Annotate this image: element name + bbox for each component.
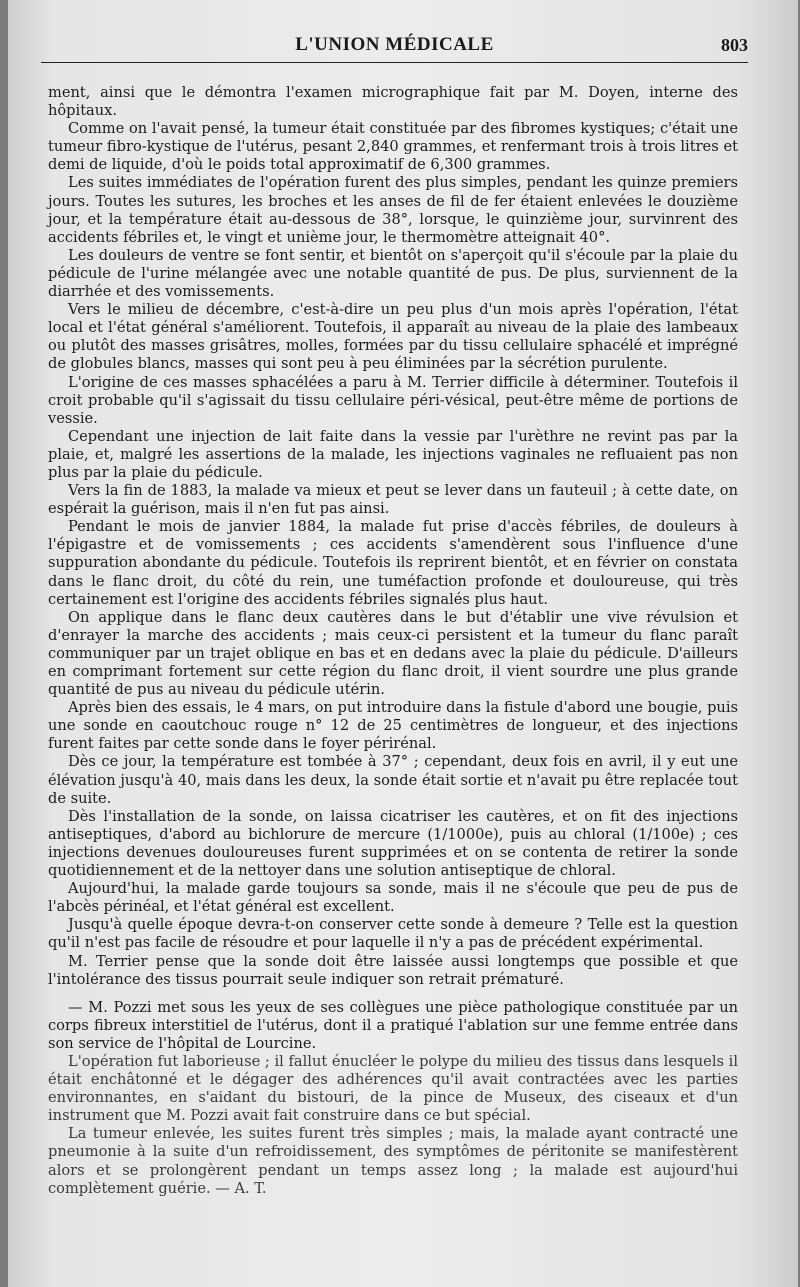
paragraph: Comme on l'avait pensé, la tumeur était constituée par des fibromes kystiques; c'était une tumeur fibro-kystique de l'utérus, pesant 2,840 grammes, et renfermant trois à trois litres et demi de liquide, d'où le poids total approximatif de 6,300 grammes. xyxy=(48,120,738,174)
paragraph: On applique dans le flanc deux cautères dans le but d'établir une vive révulsion et d'enrayer la marche des accidents ; mais ceux-ci persistent et la tumeur du flanc paraît communiquer par un trajet oblique en bas et en dedans avec la plaie du pédicule. D'ailleurs en comprimant fortement sur cette région du flanc droit, il vient sourdre une plus grande quantité de pus au niveau du pédicule utérin. xyxy=(48,608,738,699)
paragraph: L'origine de ces masses sphacélées a paru à M. Terrier difficile à déterminer. Toutefois il croit probable qu'il s'agissait du tissu cellulaire péri-vésical, peut-être même de portions de vessie. xyxy=(48,373,738,427)
paragraph: Pendant le mois de janvier 1884, la malade fut prise d'accès fébriles, de douleurs à l'épigastre et de vomissements ; ces accidents s'amendèrent sous l'influence d'une suppuration abondante du pédicule. Toutefois ils reprirent bientôt, et en février on constata dans le flanc droit, du côté du rein, une tuméfaction profonde et douloureuse, qui très certainement est l'origine des accidents fébriles signalés plus haut. xyxy=(48,518,738,608)
paragraph: Vers le milieu de décembre, c'est-à-dire un peu plus d'un mois après l'opération, l'état local et l'état général s'améliorent. Toutefois, il apparaît au niveau de la plaie des lambeaux ou plutôt des masses grisâtres, molles, formées par du tissu cellulaire sphacélé et imprégné de globules blancs, masses qui sont peu à peu éliminées par la sécrétion purulente. xyxy=(48,301,738,373)
paragraph: M. Terrier pense que la sonde doit être laissée aussi longtemps que possible et que l'intolérance des tissus pourrait seule indiquer son retrait prématuré. xyxy=(48,952,738,988)
paragraph: Jusqu'à quelle époque devra-t-on conserver cette sonde à demeure ? Telle est la question qu'il n'est pas facile de résoudre et pour laquelle il n'y a pas de précédent expérimental. xyxy=(48,916,738,952)
paragraph: Après bien des essais, le 4 mars, on put introduire dans la fistule d'abord une bougie, puis une sonde en caoutchouc rouge n° 12 de 25 centimètres de longueur, et des injections furent faites par cette sonde dans le foyer périrénal. xyxy=(48,699,738,753)
paragraph: Cependant une injection de lait faite dans la vessie par l'urèthre ne revint pas par la plaie, et, malgré les assertions de la malade, les injections vaginales ne refluaient pas non plus par la plaie du pédicule. xyxy=(48,427,738,481)
paragraph: Dès l'installation de la sonde, on laissa cicatriser les cautères, et on fit des injections antiseptiques, d'abord au bichlorure de mercure (1/1000e), puis au chloral (1/100e) ; ces injections devenues douloureuses furent supprimées et on se contenta de retirer la sonde quotidiennement et de la nettoyer dans une solution antiseptique de chloral. xyxy=(48,807,738,880)
article-body xyxy=(48,84,738,1198)
paragraph: L'opération fut laborieuse ; il fallut énucléer le polype du milieu des tissus dans lesquels il était enchâtonné et le dégager des adhérences qu'il avait contractées avec les parties environnantes, en s'aidant du bistouri, de la pince de Museux, des ciseaux et d'un instrument que M. Pozzi avait fait construire dans ce but spécial. xyxy=(48,1052,738,1125)
paragraph: — M. Pozzi met sous les yeux de ses collègues une pièce pathologique constituée par un corps fibreux interstitiel de l'utérus, dont il a pratiqué l'ablation sur une femme entrée dans son service de l'hôpital de Lourcine. xyxy=(48,998,738,1052)
paragraph: Aujourd'hui, la malade garde toujours sa sonde, mais il ne s'écoule que peu de pus de l'abcès périnéal, et l'état général est excellent. xyxy=(48,880,738,916)
paragraph: Vers la fin de 1883, la malade va mieux et peut se lever dans un fauteuil ; à cette date, on espérait la guérison, mais il n'en fut pas ainsi. xyxy=(48,482,738,518)
journal-title: L'UNION MÉDICALE xyxy=(295,34,494,55)
paragraph: La tumeur enlevée, les suites furent très simples ; mais, la malade ayant contracté une pneumonie à la suite d'un refroidissement, des symptômes de péritonite se manifestèrent alors et se prolongèrent pendant un temps assez long ; la malade est aujourd'hui complètement guérie. — A. T. xyxy=(48,1125,738,1197)
paragraph: Dès ce jour, la température est tombée à 37° ; cependant, deux fois en avril, il y eut une élévation jusqu'à 40, mais dans les deux, la sonde était sortie et n'avait pu être replacée tout de suite. xyxy=(48,753,738,807)
paragraph: Les douleurs de ventre se font sentir, et bientôt on s'aperçoit qu'il s'écoule par la plaie du pédicule de l'urine mélangée avec une notable quantité de pus. De plus, surviennent de la diarrhée et des vomissements. xyxy=(48,246,738,301)
paragraph: ment, ainsi que le démontra l'examen micrographique fait par M. Doyen, interne des hôpitaux. xyxy=(48,84,738,120)
paragraph: Les suites immédiates de l'opération furent des plus simples, pendant les quinze premiers jours. Toutes les sutures, les broches et les anses de fil de fer étaient enlevées le douzième jour, et la température était au-dessous de 38°, lorsque, le quinzième jour, survinrent des accidents fébriles et, le vingt et unième jour, le thermomètre atteignait 40°. xyxy=(48,174,738,246)
document-page xyxy=(8,0,798,1287)
page-number: 803 xyxy=(721,35,748,55)
running-head xyxy=(41,34,748,63)
